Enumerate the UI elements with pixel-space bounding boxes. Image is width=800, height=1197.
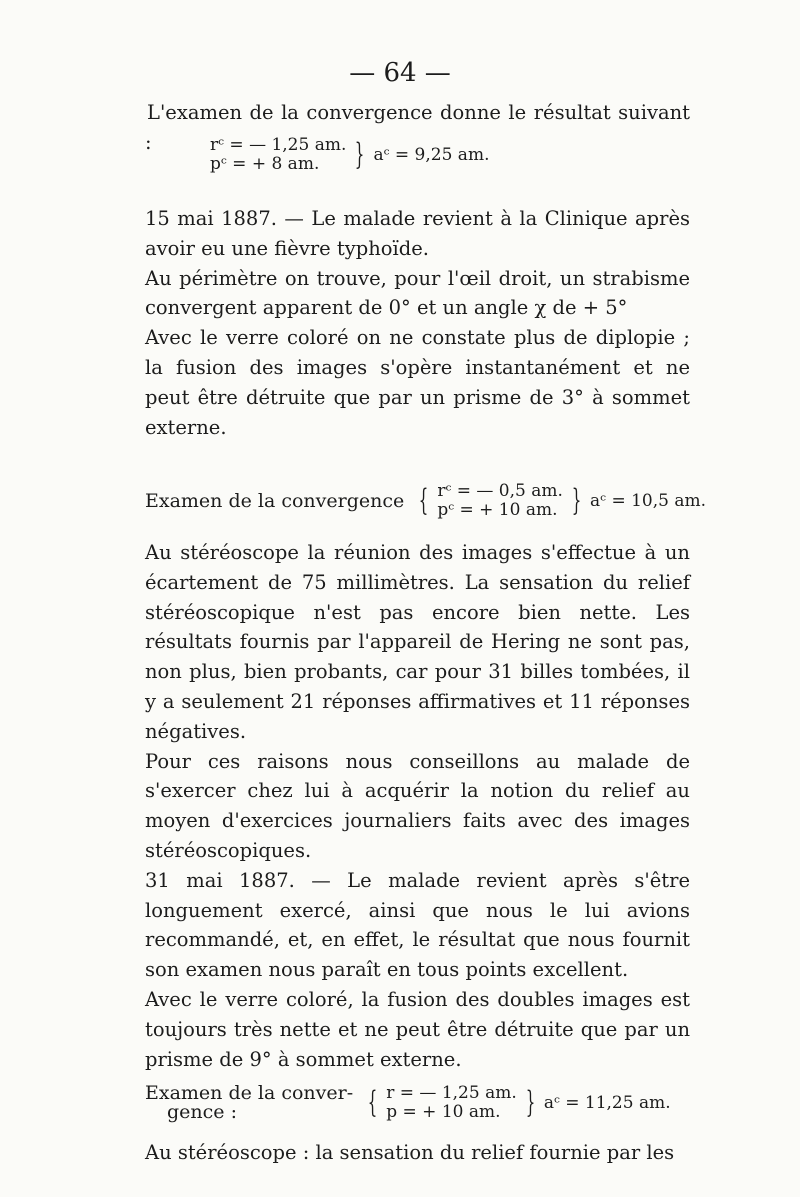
formula-3-p: p = + 10 am. xyxy=(386,1102,501,1122)
formula-3-values xyxy=(386,1084,517,1122)
paragraph-6: 31 mai 1887. — Le malade revient après s'être longuement exercé, ainsi que nous le lui avions recommandé, et, en effet, le résultat que nous fournit son examen nous paraît en tous points excellent. xyxy=(145,868,690,982)
brace-icon: } xyxy=(571,483,582,518)
formula-1-values xyxy=(210,136,346,174)
formula-convergence-3 xyxy=(145,1084,671,1122)
formula-convergence-2 xyxy=(145,482,706,520)
paragraph-1: 15 mai 1887. — Le malade revient à la Clinique après avoir eu une fièvre typhoïde. xyxy=(145,207,690,260)
formula-3-label-line-2: gence : xyxy=(167,1101,237,1123)
formula-2-r: rᶜ = — 0,5 am. xyxy=(437,481,563,501)
paragraph-2: Au périmètre on trouve, pour l'œil droit, un strabisme convergent apparent de 0° et un angle χ de + 5° xyxy=(145,266,690,320)
intro-text: L'examen de la convergence donne le résultat suivant : xyxy=(145,101,690,154)
page-number: — 64 — xyxy=(349,58,451,88)
brace-icon: } xyxy=(355,137,365,172)
formula-3-r: r = — 1,25 am. xyxy=(386,1083,517,1103)
formula-convergence-1 xyxy=(210,136,489,174)
formula-2-values xyxy=(437,482,563,520)
paragraph-7: Avec le verre coloré, la fusion des doubles images est toujours très nette et ne peut être détruite que par un prisme de 9° à sommet externe. xyxy=(145,987,690,1071)
body-text-3 xyxy=(145,1138,690,1168)
brace-icon: { xyxy=(419,483,429,518)
formula-2-label: Examen de la convergence xyxy=(145,489,405,512)
formula-3-result: aᶜ = 11,25 am. xyxy=(543,1092,671,1113)
formula-3-label xyxy=(145,1084,353,1122)
formula-3-label-line-1: Examen de la conver- xyxy=(145,1082,354,1104)
brace-icon: { xyxy=(367,1085,378,1120)
brace-icon: } xyxy=(525,1085,536,1120)
formula-1-r: rᶜ = — 1,25 am. xyxy=(210,135,347,155)
formula-2-p: pᶜ = + 10 am. xyxy=(437,500,558,520)
paragraph-3: Avec le verre coloré on ne constate plus de diplopie ; la fusion des images s'opère instantanément et ne peut être détruite que par un prisme de 3° à sommet externe. xyxy=(145,326,690,439)
body-text-1 xyxy=(145,204,690,442)
formula-2-result: aᶜ = 10,5 am. xyxy=(590,490,707,511)
paragraph-5: Pour ces raisons nous conseillons au malade de s'exercer chez lui à acquérir la notion du relief au moyen d'exercices journaliers faits avec des images stéréoscopiques. xyxy=(145,749,690,862)
paragraph-4: Au stéréoscope la réunion des images s'effectue à un écartement de 75 millimètres. La sensation du relief stéréoscopique n'est pas encore bien nette. Les résultats fournis par l'appareil de Hering ne sont pas, non plus, bien probants, car pour 31 billes tombées, il y a seulement 21 réponses affirmatives et 11 réponses négatives. xyxy=(145,541,690,743)
body-text-2 xyxy=(145,538,690,1074)
formula-1-p: pᶜ = + 8 am. xyxy=(210,154,320,174)
last-line: Au stéréoscope : la sensation du relief fournie par les xyxy=(145,1141,675,1164)
formula-1-result: aᶜ = 9,25 am. xyxy=(373,144,490,165)
